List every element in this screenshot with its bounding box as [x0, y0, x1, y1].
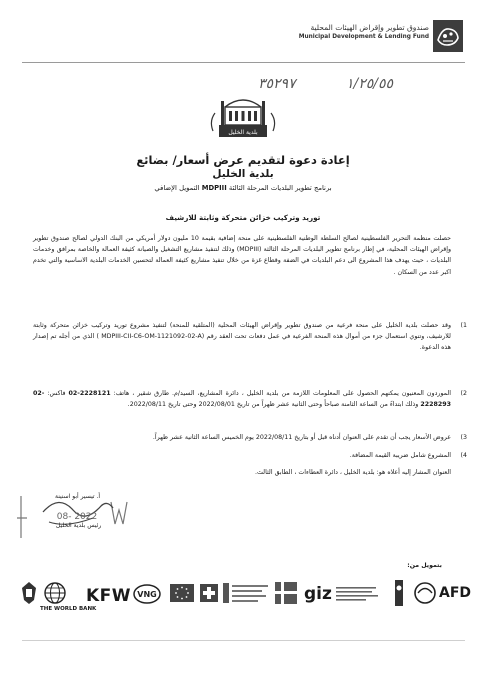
list-item: [33, 320, 467, 354]
program-pre: برنامج تطوير البلديات المرحلة الثالثة: [228, 184, 332, 192]
signatory-title: رئيس بلدية الخليل: [56, 522, 102, 529]
mdlf-emblem-icon: [433, 20, 463, 52]
fax-label: فاكس:: [47, 390, 66, 397]
reference-date: ١/٢٥/٥٥: [346, 76, 394, 92]
header-divider: [22, 62, 465, 63]
item-text: المشروع شامل ضريبة القيمة المضافة.: [349, 452, 451, 459]
world-bank-label: THE WORLD BANK: [40, 606, 97, 612]
address-line: العنوان المشار إليه أعلاه هو: بلدية الخليل ، دائرة العطاءات ، الطابق الثالث.: [254, 469, 451, 476]
fax-number: 02-2228293: [33, 390, 451, 409]
item-number: 1): [460, 322, 467, 329]
svg-text:08- 2022: 08- 2022: [56, 512, 98, 522]
item-number: 4): [460, 452, 467, 459]
item-number: 2): [460, 390, 467, 397]
program-code: MDPIII: [201, 184, 227, 192]
list-item: [33, 388, 467, 410]
funded-by-label: بتمويل من:: [407, 562, 442, 569]
palestine-emblem-icon: [20, 580, 38, 610]
giz-logo: giz: [304, 584, 332, 604]
denmark-flag-icon: [275, 582, 297, 608]
afd-logo-icon: [414, 582, 436, 608]
swiss-flag-icon: [200, 584, 218, 606]
subject-line: توريد وتركيب خزائن متحركة وثابتة للارشيف: [165, 213, 321, 222]
hebron-municipality-seal: [205, 95, 281, 143]
municipality-title: بلدية الخليل: [212, 168, 274, 180]
donor-logos: [20, 572, 472, 632]
footer-divider: [22, 640, 465, 641]
list-item: [33, 450, 467, 461]
item-tail: الذي من أجله تم إصدار هذه الدعوة.: [33, 333, 451, 352]
list-item: [33, 432, 467, 443]
phone-number: 02-2228121: [68, 390, 111, 397]
item-tail: وذلك ابتداءً من الساعة الثامنة صباحاً وحتى الثانية عشر ظهراً من تاريخ 2022/08/01 وحتى تاريخ 2022/08/11.: [127, 401, 419, 409]
mdlf-logo: [298, 20, 463, 64]
contract-number: ( MDPIII-CII-C6-OM-1121092-02-A): [96, 333, 205, 341]
program-line: [0, 184, 486, 192]
program-post: التمويل الإضافي: [154, 184, 200, 192]
svg-text:بلدية الخليل: بلدية الخليل: [228, 129, 258, 136]
signatory-name: أ. تيسير أبو اسنينة: [55, 493, 101, 500]
invitation-title: إعادة دعوة لتقديم عرض أسعار/ بضائع: [136, 153, 350, 167]
item-text: عروض الأسعار يجب أن تقدم على العنوان أدناه قبل أو بتاريخ 2022/08/11 يوم الخميس الساعة الثانية عشر ظهراً.: [152, 434, 451, 441]
netherlands-crest-icon: [392, 580, 406, 610]
ministry-crest-icon: [223, 583, 269, 609]
eu-flag-icon: [170, 584, 194, 606]
kfw-logo: KFW: [86, 586, 132, 606]
org-name-english: Municipal Development & Lending Fund: [298, 34, 429, 40]
giz-tagline-icon: [336, 585, 380, 607]
vng-logo-icon: [133, 584, 161, 608]
afd-label: AFD: [439, 585, 472, 601]
intro-paragraph: حصلت منظمة التحرير الفلسطينية لصالح السلطة الوطنية الفلسطينية على منحة إضافية بقيمة 10 مليون دولار أمريكي من البنك الدولي لصالح صندوق تطوير وإقراض الهيئات المحلية، في إطار برنامج تطوير البلديات المرحلة الثالثة (MDPIII) وذلك لتنفيذ مشاريع التشغيل والصيانة كثيفة العمالة والخاصة بمرافق وخدمات البلديات ، حيث يهدف هذا المشروع الى دعم البلديات في الضفة وقطاع غزة من خلال تنفيذ مشاريع كثيفة العمالة لتحسين الخدمات البلدية الاساسية والتي تخدم اكبر عدد من السكان .: [33, 235, 452, 276]
item-text: الموردون المعنيون يمكنهم الحصول على المعلومات اللازمة من بلدية الخليل ، دائرة المشاريع، السيد/م. طارق شقير ، هاتف:: [113, 390, 451, 397]
reference-number: ٣٥٢٩٧: [258, 76, 296, 92]
item-text: وقد حصلت بلدية الخليل على منحة فرعية من صندوق تطوير وإقراض الهيئات المحلية (المتلقية للمنحة) لتنفيذ مشروع توريد وتركيب خزائن متحركة وثابتة للارشيف، وتنوي استعمال جزء من أموال هذه المنحة الفرعية في عمل دفعات تحت العقد رقم: [33, 322, 451, 341]
svg-text:VNG: VNG: [137, 590, 157, 599]
world-bank-globe-icon: [44, 582, 66, 608]
item-number: 3): [460, 434, 467, 441]
org-name-arabic: صندوق تطوير وإقراض الهيئات المحلية: [310, 23, 429, 32]
